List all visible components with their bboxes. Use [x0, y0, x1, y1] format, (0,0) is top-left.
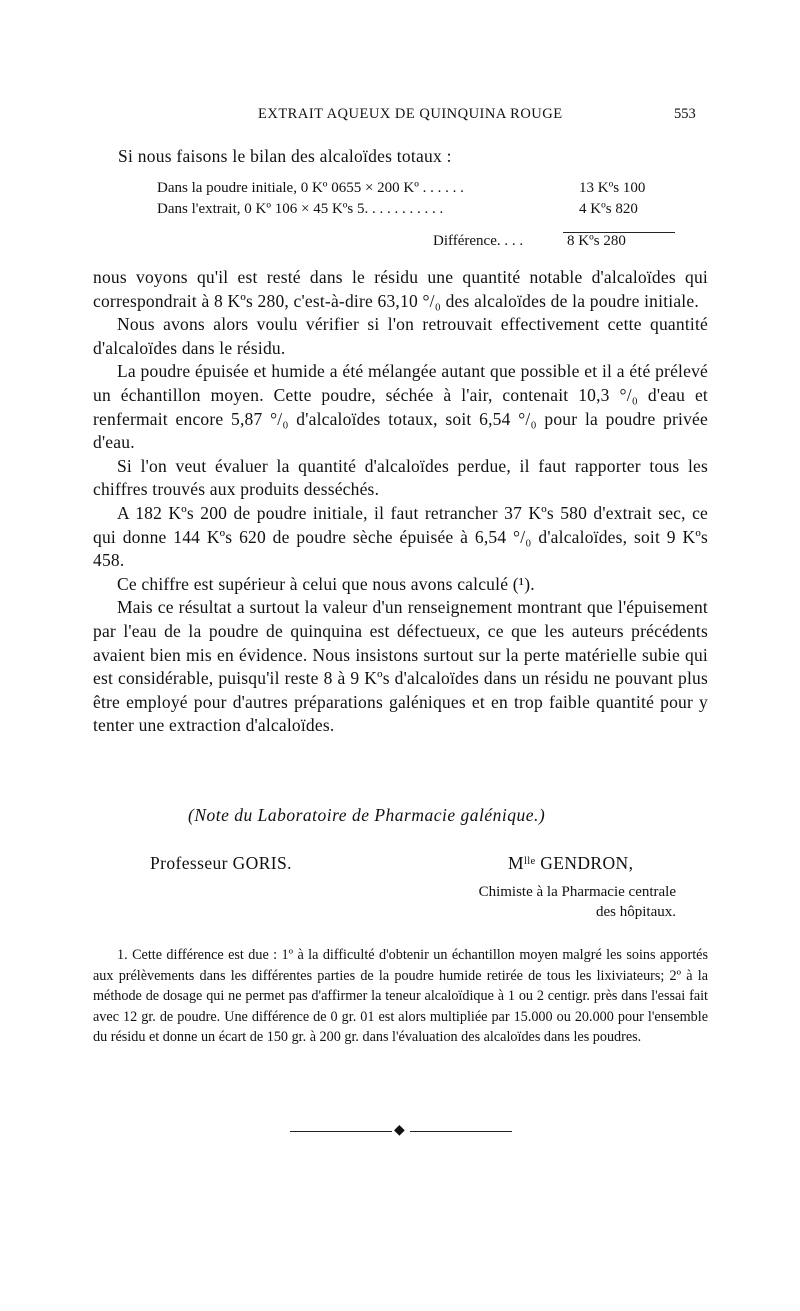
affiliation-line: des hôpitaux. [596, 904, 676, 920]
laboratory-note: (Note du Laboratoire de Pharmacie galénique.) [188, 805, 546, 825]
body-text [93, 266, 708, 738]
calc-value: 4 Kºs 820 [579, 201, 638, 217]
running-title: EXTRAIT AQUEUX DE QUINQUINA ROUGE [258, 106, 563, 122]
end-ornament [290, 1121, 512, 1141]
paragraph: nous voyons qu'il est resté dans le résidu une quantité notable d'alcaloïdes qui correspondrait à 8 Kºs 280, c'est-à-dire 63,10 °/₀ des alcaloïdes de la poudre initiale. [93, 267, 708, 311]
intro-line: Si nous faisons le bilan des alcaloïdes totaux : [118, 146, 452, 166]
signature-goris: Professeur GORIS. [150, 853, 292, 873]
paragraph: La poudre épuisée et humide a été mélangée autant que possible et il a été prélevé un échantillon moyen. Cette poudre, séchée à l'air, contenait 10,3 °/₀ d'eau et renfermait encore 5,87 °/₀ d'alcaloïdes totaux, soit 6,54 °/₀ pour la poudre privée d'eau. [93, 361, 708, 453]
signature-affiliation [452, 882, 676, 922]
page-number: 553 [674, 106, 696, 122]
signature-gendron: Mˡˡᵉ GENDRON, [508, 853, 634, 873]
paragraph: A 182 Kºs 200 de poudre initiale, il faut retrancher 37 Kºs 580 d'extrait sec, ce qui donne 144 Kºs 620 de poudre sèche épuisée à 6,54 °/₀ d'alcaloïdes, soit 9 Kºs 458. [93, 502, 708, 571]
ornament-rule-right [410, 1131, 512, 1132]
paragraph: Si l'on veut évaluer la quantité d'alcaloïdes perdue, il faut rapporter tous les chiffres trouvés aux produits desséchés. [93, 455, 708, 500]
calc-label: Dans la poudre initiale, 0 Kº 0655 × 200 Kº . . . . . . [157, 180, 464, 196]
footnote [93, 945, 708, 1048]
calc-label: Différence. . . . [433, 233, 524, 249]
ornament-rule-left [290, 1131, 392, 1132]
paragraph: Nous avons alors voulu vérifier si l'on retrouvait effectivement cette quantité d'alcaloïdes dans le résidu. [93, 314, 708, 358]
paragraph: Ce chiffre est supérieur à celui que nous avons calculé (¹). [117, 573, 535, 594]
calc-row-initial-powder [157, 180, 646, 197]
diamond-icon: ◆ [394, 1123, 405, 1138]
paragraph: Mais ce résultat a surtout la valeur d'un renseignement montrant que l'épuisement par l'eau de la poudre de quinquina est défectueux, ce que les auteurs précédents avaient bien mis en évidence. Nous insistons surtout sur la perte matérielle subie qui est considérable, puisqu'il reste 8 à 9 Kºs d'alcaloïdes dans un résidu ne pouvant plus être employé pour d'autres préparations galéniques et en trop faible quantité pour y tenter une extraction d'alcaloïdes. [93, 597, 708, 736]
affiliation-line: Chimiste à la Pharmacie centrale [478, 884, 676, 900]
calc-row-extract [157, 201, 638, 218]
calc-row-difference [433, 233, 626, 250]
calc-value: 8 Kºs 280 [567, 233, 626, 249]
footnote-text: 1. Cette différence est due : 1º à la difficulté d'obtenir un échantillon moyen malgré les soins apportés aux prélèvements dans les différentes parties de la poudre humide retirée de tous les lixiviateurs; 2º à la méthode de dosage qui ne permet pas d'affirmer la teneur alcaloïdique à 1 ou 2 centigr. près dans l'essai fait avec 12 gr. de poudre. Une différence de 0 gr. 01 est alors multipliée par 15.000 ou 20.000 pour l'ensemble du résidu et donne un écart de 150 gr. à 200 gr. dans l'évaluation des alcaloïdes dans les poudres. [93, 947, 708, 1046]
calc-value: 13 Kºs 100 [579, 180, 646, 196]
calc-label: Dans l'extrait, 0 Kº 106 × 45 Kºs 5. . . . . . . . . . . [157, 201, 444, 217]
